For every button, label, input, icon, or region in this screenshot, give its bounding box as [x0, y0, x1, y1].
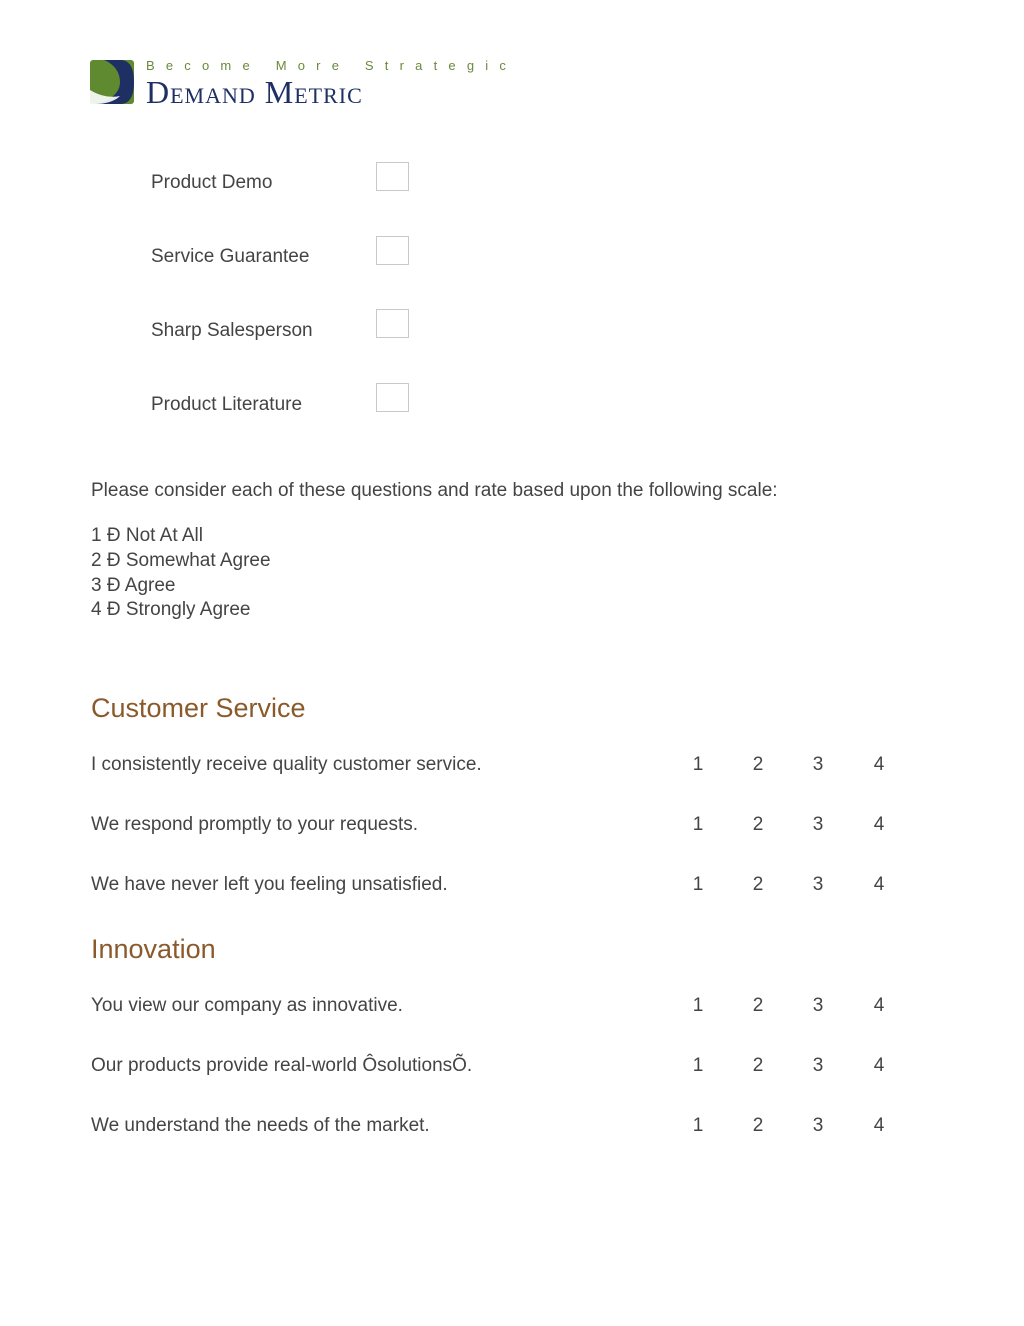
rating-option-1[interactable]: 1: [692, 995, 704, 1016]
rating-option-4[interactable]: 4: [873, 814, 885, 835]
rating-option-3[interactable]: 3: [812, 814, 824, 835]
rating-option-1[interactable]: 1: [692, 814, 704, 835]
rating-option-1[interactable]: 1: [692, 1055, 704, 1076]
rating-option-2[interactable]: 2: [752, 754, 764, 775]
question-text: We have never left you feeling unsatisfied.: [91, 874, 448, 895]
section-title-customer-service: Customer Service: [91, 693, 306, 723]
rating-option-2[interactable]: 2: [752, 1055, 764, 1076]
rating-option-4[interactable]: 4: [873, 874, 885, 895]
question-text: You view our company as innovative.: [91, 995, 403, 1016]
rating-option-3[interactable]: 3: [812, 754, 824, 775]
section-title-innovation: Innovation: [91, 934, 216, 964]
scale-item: 2 Ð Somewhat Agree: [91, 550, 271, 571]
checklist-label-service-guarantee: Service Guarantee: [151, 246, 310, 267]
checklist-label-product-demo: Product Demo: [151, 172, 273, 193]
rating-option-4[interactable]: 4: [873, 995, 885, 1016]
checkbox-service-guarantee[interactable]: [376, 236, 409, 265]
instructions-text: Please consider each of these questions and rate based upon the following scale:: [91, 480, 778, 501]
demand-metric-logo-icon: [90, 60, 134, 104]
scale-item: 1 Ð Not At All: [91, 525, 203, 546]
checkbox-sharp-salesperson[interactable]: [376, 309, 409, 338]
checkbox-product-demo[interactable]: [376, 162, 409, 191]
rating-option-3[interactable]: 3: [812, 995, 824, 1016]
question-text: We understand the needs of the market.: [91, 1115, 430, 1136]
rating-option-1[interactable]: 1: [692, 874, 704, 895]
rating-option-1[interactable]: 1: [692, 754, 704, 775]
rating-option-1[interactable]: 1: [692, 1115, 704, 1136]
rating-option-3[interactable]: 3: [812, 874, 824, 895]
checkbox-product-literature[interactable]: [376, 383, 409, 412]
question-text: We respond promptly to your requests.: [91, 814, 419, 835]
rating-option-3[interactable]: 3: [812, 1055, 824, 1076]
rating-option-2[interactable]: 2: [752, 995, 764, 1016]
rating-option-2[interactable]: 2: [752, 814, 764, 835]
scale-item: 3 Ð Agree: [91, 575, 176, 596]
question-text: Our products provide real-world ÔsolutionsÕ.: [91, 1055, 473, 1076]
checklist-label-sharp-salesperson: Sharp Salesperson: [151, 320, 313, 341]
rating-option-2[interactable]: 2: [752, 1115, 764, 1136]
checklist-label-product-literature: Product Literature: [151, 394, 303, 415]
rating-option-4[interactable]: 4: [873, 1055, 885, 1076]
tagline: Become More Strategic: [146, 58, 518, 73]
brand-name: Demand Metric: [146, 74, 363, 110]
rating-option-3[interactable]: 3: [812, 1115, 824, 1136]
rating-option-2[interactable]: 2: [752, 874, 764, 895]
question-text: I consistently receive quality customer service.: [91, 754, 482, 775]
rating-option-4[interactable]: 4: [873, 754, 885, 775]
rating-option-4[interactable]: 4: [873, 1115, 885, 1136]
scale-item: 4 Ð Strongly Agree: [91, 599, 251, 620]
